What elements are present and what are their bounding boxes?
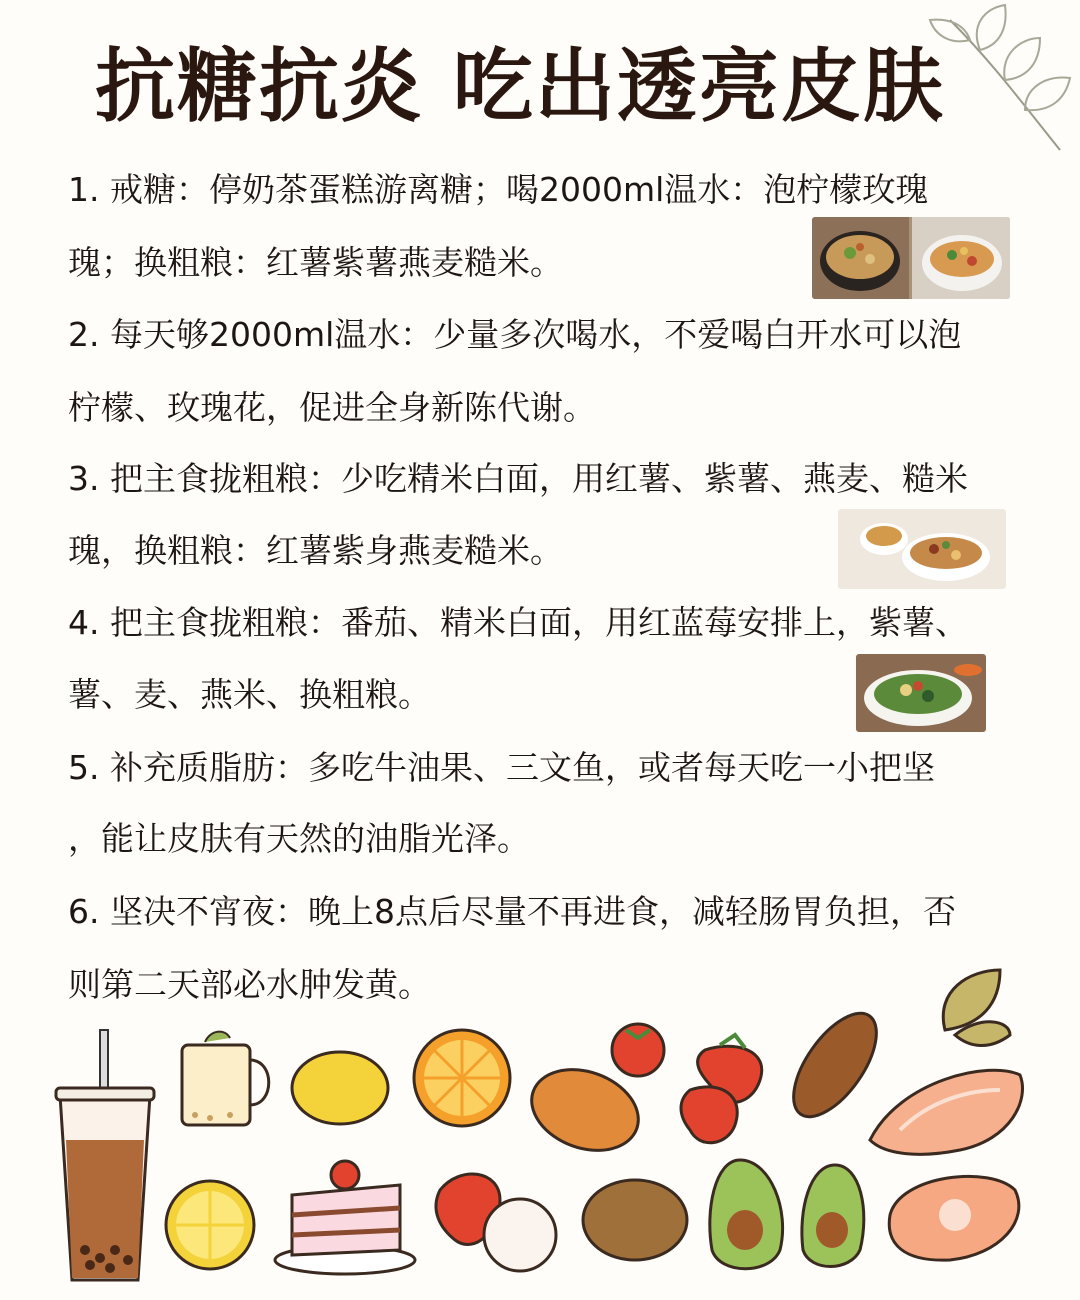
grain-bowls-photo <box>812 217 1010 299</box>
item-6-line-2: 则第二天部必水肿发黄。 <box>68 965 431 1004</box>
item-3-line-2: 瑰，换粗粮：红薯紫身燕麦糙米。 <box>68 531 563 570</box>
strawberry-icon <box>681 1035 762 1143</box>
orange-slice-icon <box>414 1030 510 1126</box>
lemon-slice-icon <box>166 1181 254 1269</box>
leaf-icon <box>943 970 1010 1046</box>
tomato-icon <box>612 1024 664 1076</box>
item-6-line-1: 6. 坚决不宵夜：晚上8点后尽量不再进食，减轻肠胃负担，否 <box>68 892 956 931</box>
item-1-line-2: 瑰；换粗粮：红薯紫薯燕麦糙米。 <box>68 243 563 282</box>
salmon-steak-icon <box>889 1176 1019 1260</box>
mixed-grain-dishes-photo <box>838 509 1006 589</box>
bubble-tea-icon <box>56 1030 154 1280</box>
lemon-drink-mug-icon <box>182 1032 269 1125</box>
item-3-line-1: 3. 把主食拢粗粮：少吃精米白面，用红薯、紫薯、燕麦、糙米 <box>68 459 968 498</box>
item-2-line-2: 柠檬、玫瑰花，促进全身新陈代谢。 <box>68 388 596 427</box>
item-5-line-2: ，能让皮肤有天然的油脂光泽。 <box>68 819 530 858</box>
lemon-icon <box>292 1052 388 1124</box>
avocado-icon <box>710 1160 864 1269</box>
item-5-line-1: 5. 补充质脂肪：多吃牛油果、三文鱼，或者每天吃一小把坚 <box>68 748 935 787</box>
food-illustrations <box>0 960 1080 1300</box>
item-1-line-1: 1. 戒糖：停奶茶蛋糕游离糖；喝2000ml温水：泡柠檬玫瑰 <box>68 170 929 209</box>
salad-bowl-photo <box>856 654 986 732</box>
kiwi-icon <box>583 1180 687 1260</box>
leaf-branch-decoration <box>910 0 1080 160</box>
item-4-line-1: 4. 把主食拢粗粮：番茄、精米白面，用红蓝莓安排上，紫薯、 <box>68 603 968 642</box>
strawberry-lychee-icon <box>436 1174 556 1271</box>
title: 抗糖抗炎 吃出透亮皮肤 <box>95 40 945 133</box>
item-2-line-1: 2. 每天够2000ml温水：少量多次喝水，不爱喝白开水可以泡 <box>68 315 962 354</box>
salmon-fillet-icon <box>870 1070 1023 1154</box>
yam-icon <box>778 1000 893 1130</box>
cake-slice-icon <box>275 1161 415 1274</box>
item-4-line-2: 薯、麦、燕米、换粗粮。 <box>68 675 431 714</box>
